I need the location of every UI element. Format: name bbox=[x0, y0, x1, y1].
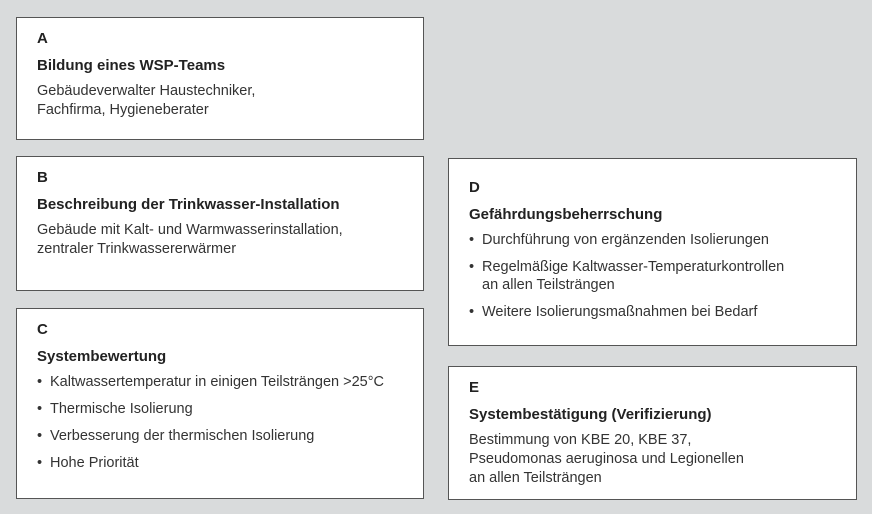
list-item: • Weitere Isolierungsmaßnahmen bei Bedarf bbox=[469, 303, 836, 321]
box-title: Systembestätigung (Verifizierung) bbox=[469, 406, 712, 423]
box-letter: D bbox=[469, 179, 480, 196]
box-d-gefaehrdungsbeherrschung bbox=[448, 158, 857, 346]
box-body: Bestimmung von KBE 20, KBE 37, Pseudomonas aeruginosa und Legionellen an allen Teilsträngen bbox=[469, 432, 744, 486]
box-c-systembewertung bbox=[16, 308, 424, 499]
list-item: • Hohe Priorität bbox=[37, 454, 403, 472]
box-letter: E bbox=[469, 379, 480, 396]
list-item: • Thermische Isolierung bbox=[37, 400, 403, 418]
bullet-list bbox=[37, 373, 403, 472]
box-body: Gebäudeverwalter Haustechniker, Fachfirma, Hygieneberater bbox=[37, 83, 256, 118]
box-title: Bildung eines WSP-Teams bbox=[37, 57, 226, 74]
list-item: • Durchführung von ergänzenden Isolierungen bbox=[469, 231, 836, 249]
box-title: Gefährdungsbeherrschung bbox=[469, 206, 663, 223]
box-a-wsp-team bbox=[16, 17, 424, 140]
box-body: Gebäude mit Kalt- und Warmwasserinstallation, zentraler Trinkwassererwärmer bbox=[37, 222, 343, 257]
box-e-verifizierung bbox=[448, 366, 857, 500]
box-letter: B bbox=[37, 169, 48, 186]
box-letter: C bbox=[37, 321, 48, 338]
list-item: • Regelmäßige Kaltwasser-Temperaturkontrollen an allen Teilsträngen bbox=[469, 258, 836, 294]
list-item: • Verbesserung der thermischen Isolierung bbox=[37, 427, 403, 445]
bullet-list bbox=[469, 231, 836, 321]
list-item: • Kaltwassertemperatur in einigen Teilsträngen >25°C bbox=[37, 373, 403, 391]
box-letter: A bbox=[37, 30, 48, 47]
box-title: Beschreibung der Trinkwasser-Installation bbox=[37, 196, 340, 213]
box-b-installation bbox=[16, 156, 424, 291]
box-title: Systembewertung bbox=[37, 348, 167, 365]
